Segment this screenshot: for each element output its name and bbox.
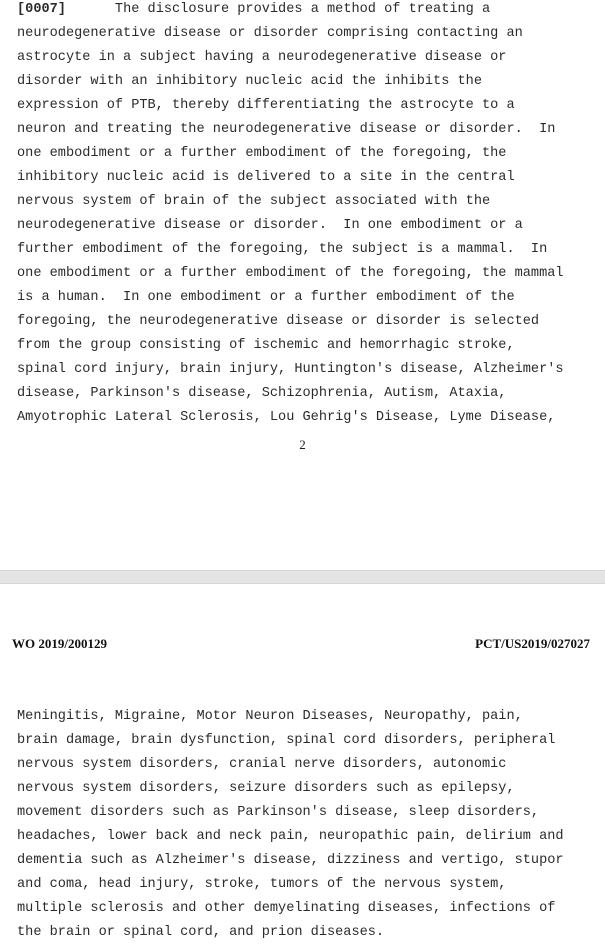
body-line: one embodiment or a further embodiment of the foregoing, the: [17, 146, 507, 161]
body-line: and coma, head injury, stroke, tumors of the nervous system,: [17, 877, 507, 892]
body-line: movement disorders such as Parkinson's disease, sleep disorders,: [17, 805, 540, 820]
body-line: brain damage, brain dysfunction, spinal cord disorders, peripheral: [17, 733, 556, 748]
body-line: neurodegenerative disease or disorder comprising contacting an: [17, 26, 523, 41]
body-line: dementia such as Alzheimer's disease, dizziness and vertigo, stupor: [17, 853, 564, 868]
body-line: inhibitory nucleic acid is delivered to a site in the central: [17, 170, 515, 185]
body-line: foregoing, the neurodegenerative disease or disorder is selected: [17, 314, 540, 329]
body-line: neuron and treating the neurodegenerative disease or disorder. In: [17, 122, 556, 137]
body-line: nervous system of brain of the subject associated with the: [17, 194, 491, 209]
body-line: further embodiment of the foregoing, the subject is a mammal. In: [17, 242, 548, 257]
paragraph-first-line: [17, 0, 490, 22]
application-number: PCT/US2019/027027: [475, 636, 590, 651]
body-line: multiple sclerosis and other demyelinating diseases, infections of: [17, 901, 556, 916]
body-line: Amyotrophic Lateral Sclerosis, Lou Gehrig's Disease, Lyme Disease,: [17, 410, 556, 425]
body-line: spinal cord injury, brain injury, Huntington's disease, Alzheimer's: [17, 362, 564, 377]
body-line: one embodiment or a further embodiment of the foregoing, the mammal: [17, 266, 564, 281]
publication-number: WO 2019/200129: [12, 636, 107, 651]
body-line: nervous system disorders, cranial nerve disorders, autonomic: [17, 757, 507, 772]
page-number: 2: [299, 437, 306, 452]
body-line: from the group consisting of ischemic and hemorrhagic stroke,: [17, 338, 515, 353]
paragraph-number: [0007]: [17, 2, 66, 17]
body-line: the brain or spinal cord, and prion diseases.: [17, 925, 385, 940]
body-line: disorder with an inhibitory nucleic acid the inhibits the: [17, 74, 482, 89]
body-line: is a human. In one embodiment or a further embodiment of the: [17, 290, 515, 305]
body-line: Meningitis, Migraine, Motor Neuron Diseases, Neuropathy, pain,: [17, 709, 523, 724]
body-line: The disclosure provides a method of treating a: [114, 2, 491, 17]
page-separator: [0, 570, 605, 584]
body-line: expression of PTB, thereby differentiating the astrocyte to a: [17, 98, 515, 113]
body-line: nervous system disorders, seizure disorders such as epilepsy,: [17, 781, 515, 796]
body-line: astrocyte in a subject having a neurodegenerative disease or: [17, 50, 507, 65]
body-line: neurodegenerative disease or disorder. In one embodiment or a: [17, 218, 523, 233]
body-line: headaches, lower back and neck pain, neuropathic pain, delirium and: [17, 829, 564, 844]
body-line: disease, Parkinson's disease, Schizophrenia, Autism, Ataxia,: [17, 386, 507, 401]
